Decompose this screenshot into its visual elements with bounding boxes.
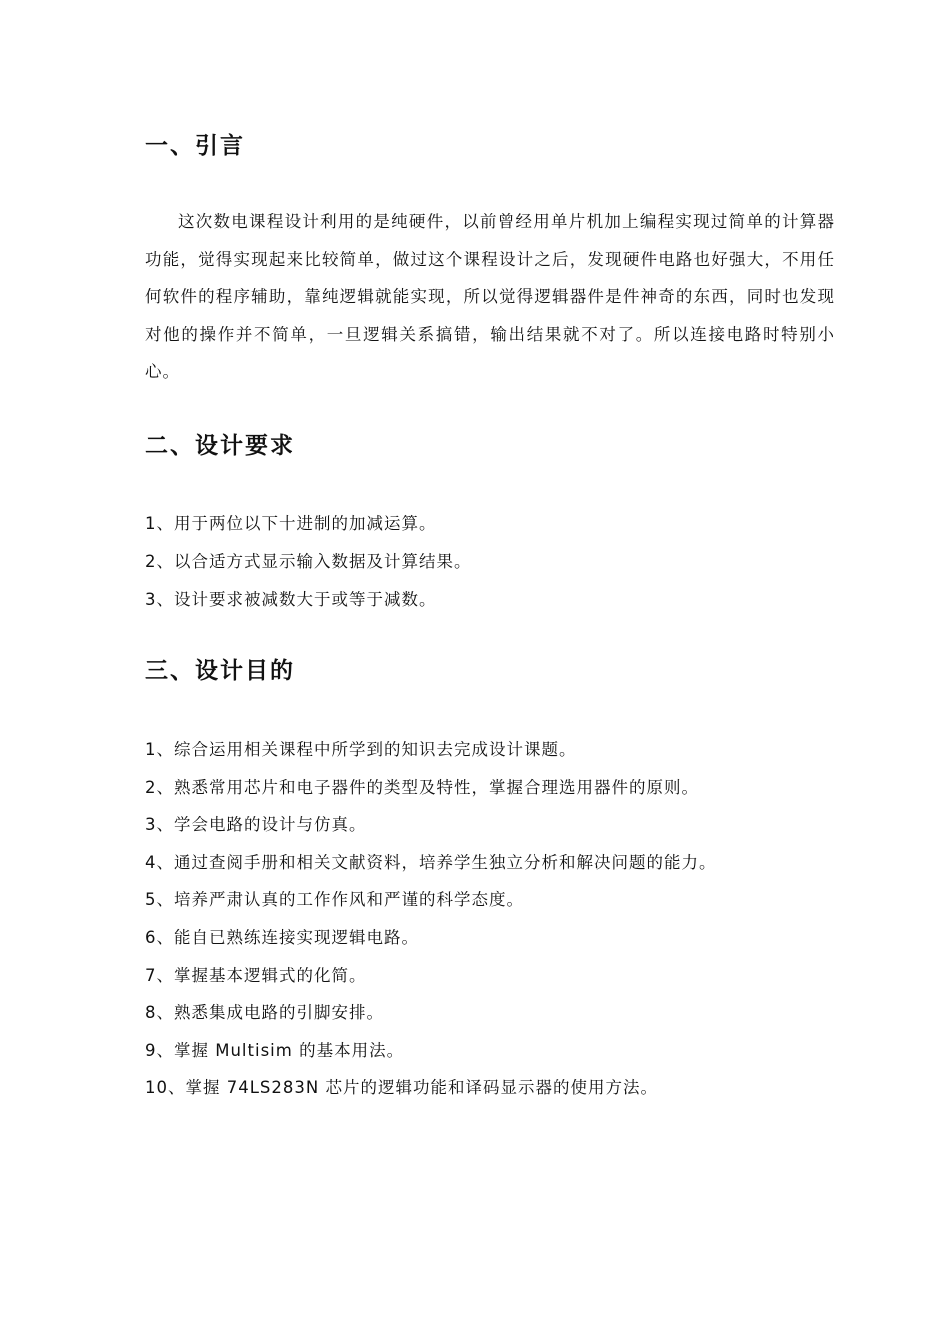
goals-list <box>145 731 717 1107</box>
list-item: 2、熟悉常用芯片和电子器件的类型及特性，掌握合理选用器件的原则。 <box>145 777 699 797</box>
intro-paragraph: 这次数电课程设计利用的是纯硬件，以前曾经用单片机加上编程实现过简单的计算器功能，觉得实现起来比较简单，做过这个课程设计之后，发现硬件电路也好强大，不用任何软件的程序辅助，靠纯逻辑就能实现，所以觉得逻辑器件是件神奇的东西，同时也发现对他的操作并不简单，一旦逻辑关系搞错，输出结果就不对了。所以连接电路时特别小心。 <box>145 212 835 381</box>
list-item: 10、掌握 74LS283N 芯片的逻辑功能和译码显示器的使用方法。 <box>145 1078 658 1098</box>
requirements-list <box>145 505 472 619</box>
list-item: 3、学会电路的设计与仿真。 <box>145 815 367 835</box>
intro-body <box>145 203 835 391</box>
list-item: 6、能自已熟练连接实现逻辑电路。 <box>145 927 419 947</box>
list-item: 8、熟悉集成电路的引脚安排。 <box>145 1003 384 1023</box>
list-item: 9、掌握 Multisim 的基本用法。 <box>145 1040 405 1060</box>
list-item: 5、培养严肃认真的工作作风和严谨的科学态度。 <box>145 890 524 910</box>
list-item: 2、以合适方式显示输入数据及计算结果。 <box>145 552 472 571</box>
list-item: 7、掌握基本逻辑式的化简。 <box>145 965 367 985</box>
section-heading-requirements: 二、设计要求 <box>145 433 295 459</box>
list-item: 4、通过查阅手册和相关文献资料，培养学生独立分析和解决问题的能力。 <box>145 852 717 872</box>
list-item: 3、设计要求被减数大于或等于减数。 <box>145 590 437 609</box>
list-item: 1、用于两位以下十进制的加减运算。 <box>145 514 437 533</box>
section-heading-goals: 三、设计目的 <box>145 658 295 684</box>
section-heading-intro: 一、引言 <box>145 133 245 159</box>
list-item: 1、综合运用相关课程中所学到的知识去完成设计课题。 <box>145 740 577 759</box>
